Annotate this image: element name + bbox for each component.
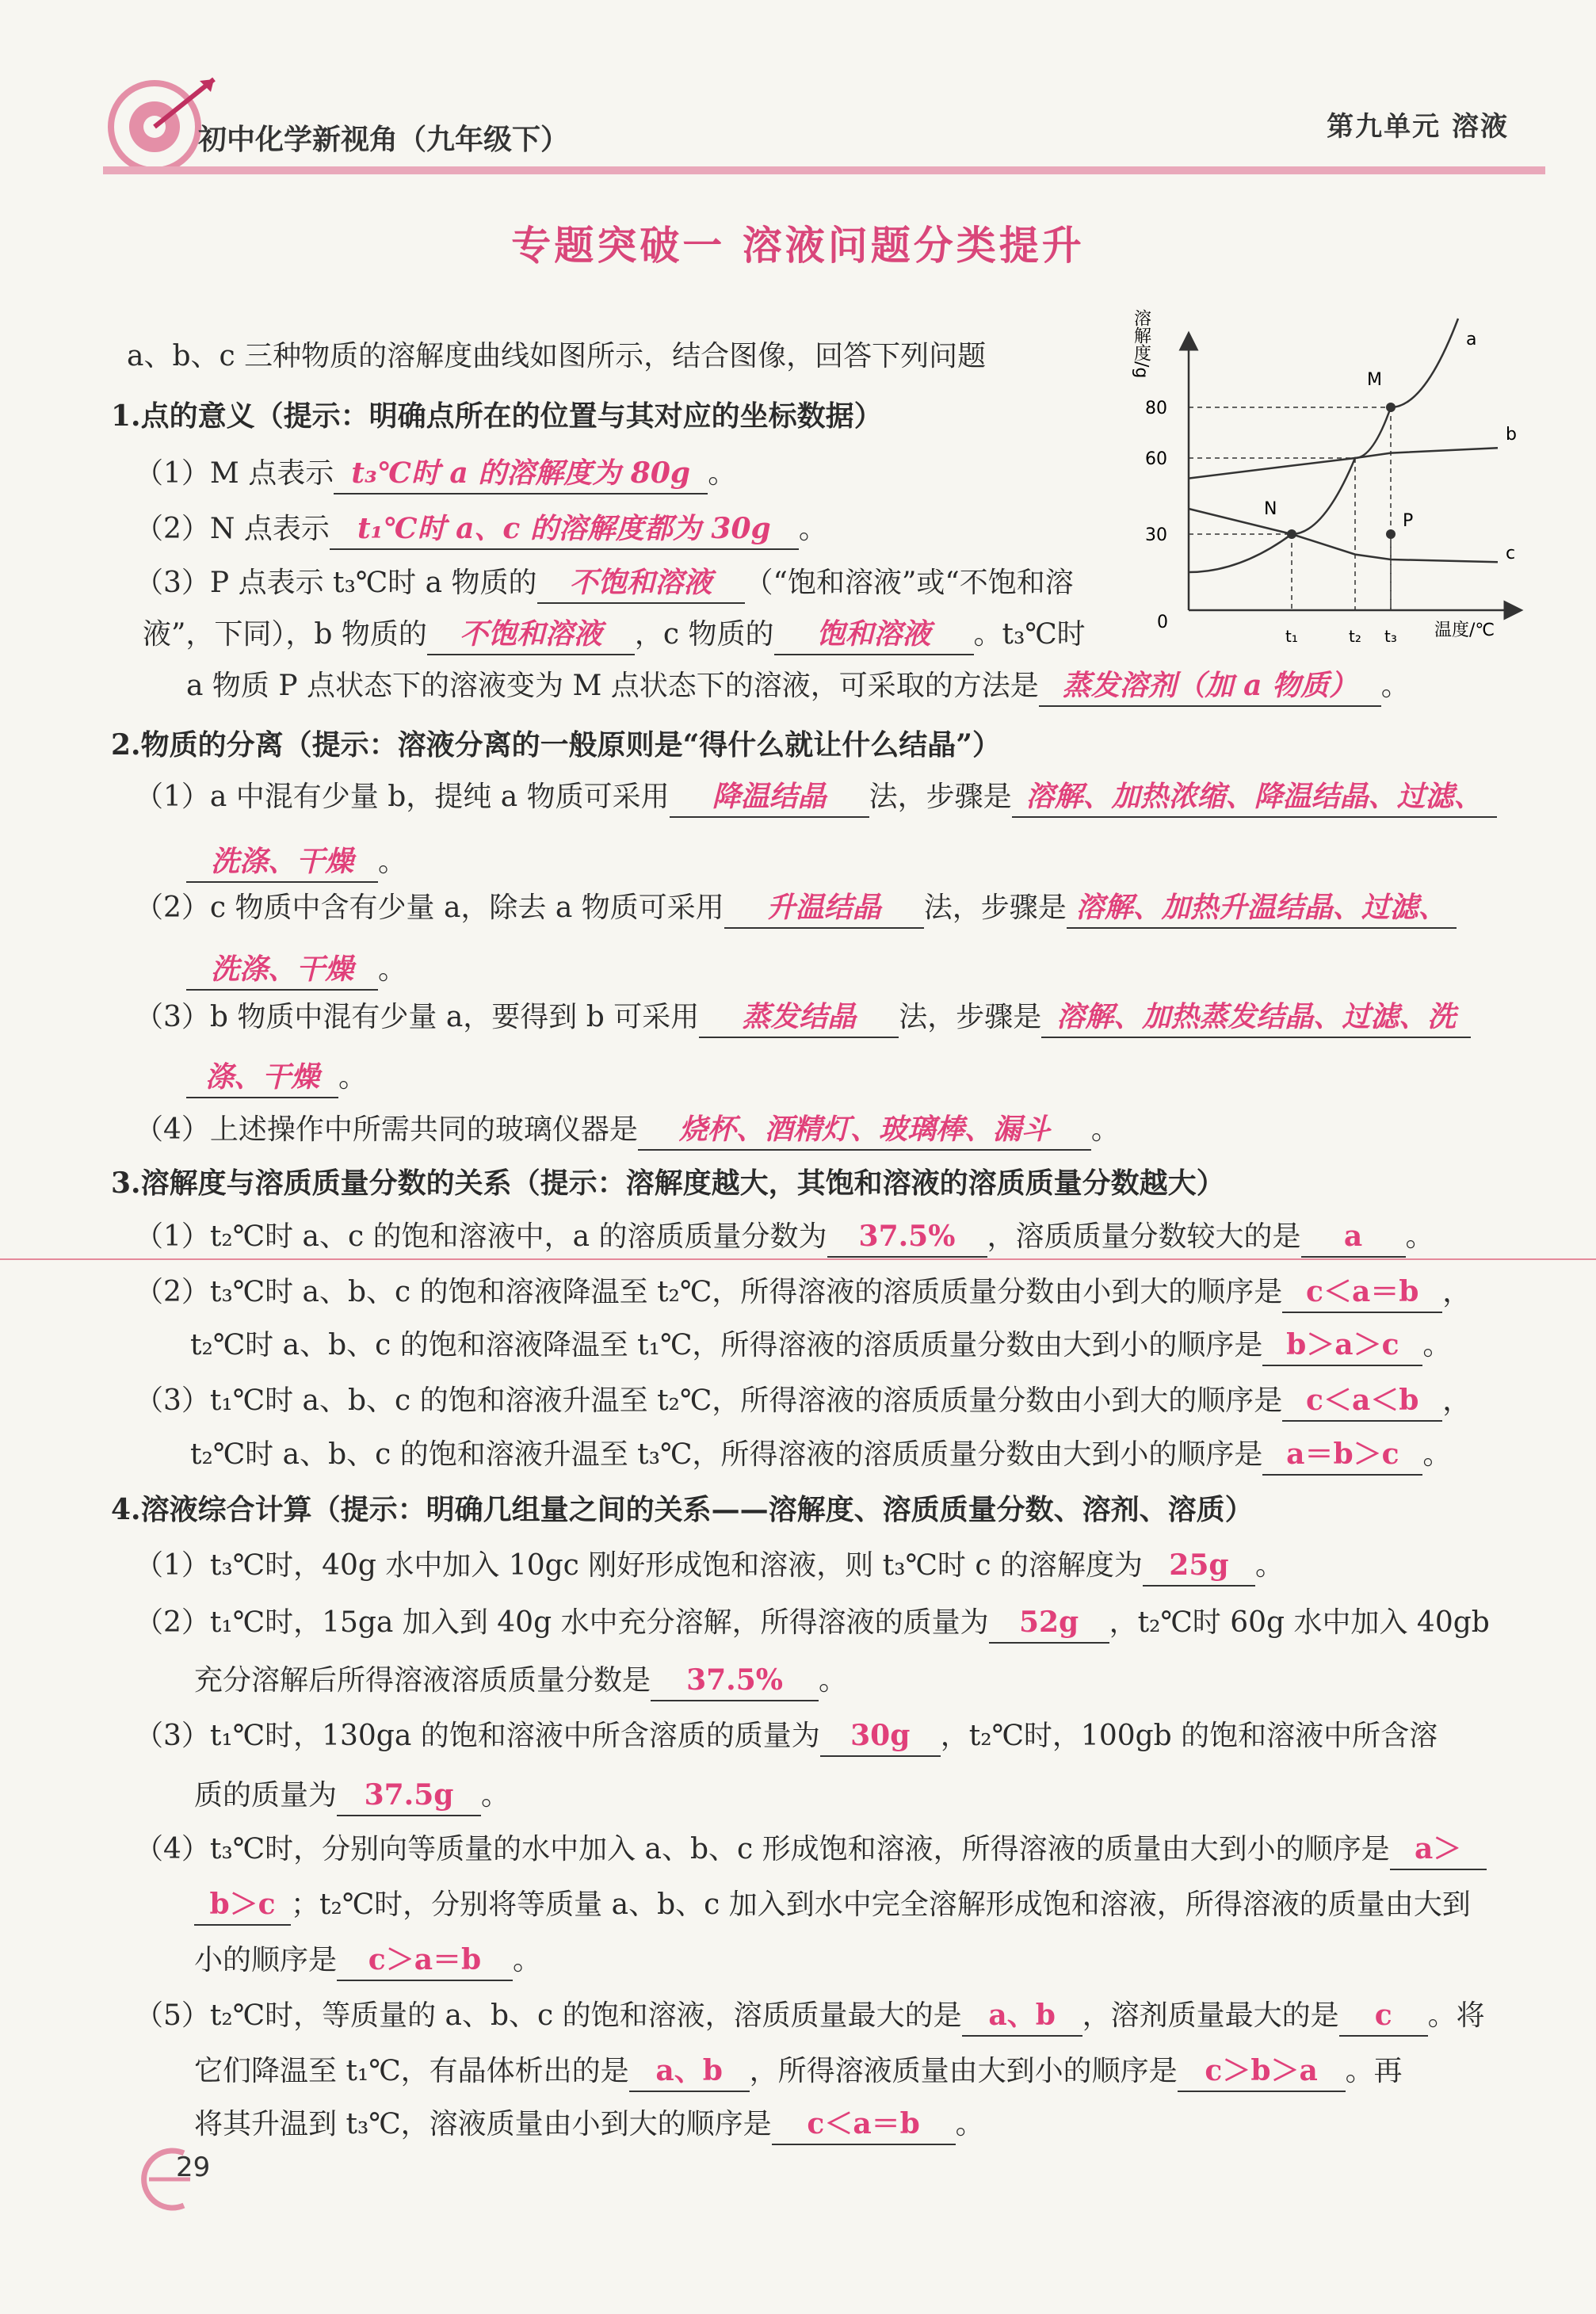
s3-q3b-answer[interactable]: a＝b＞c bbox=[1262, 1434, 1422, 1476]
s4-q2-answer1[interactable]: 52g bbox=[989, 1602, 1109, 1644]
s2-q2-line2: 洗涤、干燥 。 bbox=[186, 949, 407, 991]
s4-q3-answer1[interactable]: 30g bbox=[820, 1716, 941, 1757]
page-number: 29 bbox=[176, 2152, 211, 2183]
s4-q5-answer2[interactable]: c bbox=[1339, 1995, 1428, 2037]
curve-b bbox=[1189, 448, 1498, 478]
s2-q1-answer2-cont[interactable]: 洗涤、干燥 bbox=[186, 842, 378, 883]
s2-q4-answer[interactable]: 烧杯、酒精灯、玻璃棒、漏斗 bbox=[638, 1109, 1091, 1151]
s2-q3-answer1[interactable]: 蒸发结晶 bbox=[699, 997, 899, 1038]
s3-q3a-answer[interactable]: c＜a＜b bbox=[1282, 1380, 1442, 1422]
curve-a bbox=[1189, 319, 1458, 572]
x-axis-label: 温度/℃ bbox=[1434, 621, 1495, 640]
s4-q4-line3: 小的顺序是 c＞a＝b 。 bbox=[194, 1940, 541, 1981]
point-p-label: P bbox=[1403, 511, 1414, 531]
s4-q4-answer2[interactable]: c＞a＝b bbox=[337, 1940, 513, 1981]
s3-q1-answer2[interactable]: a bbox=[1301, 1216, 1406, 1258]
s1-q1: （1）M 点表示 t₃℃时 a 的溶解度为 80g 。 bbox=[135, 453, 736, 494]
s4-q5-answer4[interactable]: c＞b＞a bbox=[1178, 2051, 1346, 2092]
s4-q5-answer3[interactable]: a、b bbox=[629, 2051, 750, 2092]
s3-q3a: （3）t₁℃时 a、b、c 的饱和溶液升温至 t₂℃，所得溶液的溶质质量分数由小到大的顺序是 c＜a＜b ， bbox=[135, 1380, 1471, 1422]
s4-q3-line2: 质的质量为 37.5g 。 bbox=[194, 1775, 510, 1816]
s4-q2-line1: （2）t₁℃时，15ga 加入到 40g 水中充分溶解，所得溶液的质量为 52g ，t₂℃时 60g 水中加入 40gb bbox=[135, 1602, 1490, 1644]
s4-q4-answer1[interactable]: a＞ bbox=[1390, 1829, 1487, 1870]
y-tick-label: 30 bbox=[1145, 525, 1167, 545]
s2-q1-line2: 洗涤、干燥 。 bbox=[186, 842, 407, 883]
s4-q5-answer5[interactable]: c＜a＝b bbox=[772, 2104, 956, 2145]
s3-q1: （1）t₂℃时 a、c 的饱和溶液中，a 的溶质质量分数为 37.5% ，溶质质量分数较大的是 a 。 bbox=[135, 1216, 1434, 1258]
curve-b-label: b bbox=[1506, 425, 1517, 445]
s3-q3b: t₂℃时 a、b、c 的饱和溶液升温至 t₃℃，所得溶液的溶质质量分数由大到小的顺序是 a＝b＞c 。 bbox=[190, 1434, 1451, 1476]
s4-q2-line2: 充分溶解后所得溶液溶质质量分数是 37.5% 。 bbox=[194, 1660, 847, 1701]
s2-q4: （4）上述操作中所需共同的玻璃仪器是 烧杯、酒精灯、玻璃棒、漏斗 。 bbox=[135, 1109, 1120, 1151]
s4-q1-answer[interactable]: 25g bbox=[1143, 1545, 1255, 1587]
s1-q2: （2）N 点表示 t₁℃时 a、c 的溶解度都为 30g 。 bbox=[135, 509, 827, 550]
s2-q2-line1: （2）c 物质中含有少量 a，除去 a 物质可采用 升温结晶 法，步骤是 溶解、加热升温结晶、过滤、 bbox=[135, 888, 1457, 929]
s3-q1-answer1[interactable]: 37.5% bbox=[827, 1216, 987, 1258]
y-tick-label: 80 bbox=[1145, 399, 1167, 418]
red-divider bbox=[0, 1258, 1596, 1260]
solubility-chart bbox=[1125, 285, 1537, 658]
s2-q3-line1: （3）b 物质中混有少量 a，要得到 b 可采用 蒸发结晶 法，步骤是 溶解、加热蒸发结晶、过滤、洗 bbox=[135, 997, 1471, 1038]
y-axis-label: 溶解度/g bbox=[1131, 309, 1151, 379]
s4-heading: 4.溶液综合计算（提示：明确几组量之间的关系——溶解度、溶质质量分数、溶剂、溶质） bbox=[111, 1493, 1254, 1526]
s3-q2a-answer[interactable]: c＜a＝b bbox=[1282, 1272, 1442, 1313]
s2-q1-answer1[interactable]: 降温结晶 bbox=[670, 777, 869, 818]
s2-q2-answer1[interactable]: 升温结晶 bbox=[724, 888, 924, 929]
s1-q1-answer[interactable]: t₃℃时 a 的溶解度为 80g bbox=[334, 453, 708, 494]
chapter-label: 第九单元 溶液 bbox=[1327, 111, 1509, 143]
s3-q2b-answer[interactable]: b＞a＞c bbox=[1262, 1325, 1422, 1366]
x-tick-label: t₃ bbox=[1384, 627, 1397, 646]
s4-q4-line1: （4）t₃℃时，分别向等质量的水中加入 a、b、c 形成饱和溶液，所得溶液的质量由大到小的顺序是 a＞ bbox=[135, 1829, 1487, 1870]
curve-c bbox=[1189, 509, 1498, 562]
s4-q5-line1: （5）t₂℃时，等质量的 a、b、c 的饱和溶液，溶质质量最大的是 a、b ，溶剂质量最大的是 c 。将 bbox=[135, 1995, 1485, 2037]
s2-q2-answer2-cont[interactable]: 洗涤、干燥 bbox=[186, 949, 378, 991]
s2-heading: 2.物质的分离（提示：溶液分离的一般原则是“得什么就让什么结晶”） bbox=[111, 728, 1001, 762]
s1-heading: 1.点的意义（提示：明确点所在的位置与其对应的坐标数据） bbox=[111, 399, 883, 433]
s2-q3-answer2[interactable]: 溶解、加热蒸发结晶、过滤、洗 bbox=[1041, 997, 1471, 1038]
s4-q1: （1）t₃℃时，40g 水中加入 10gc 刚好形成饱和溶液，则 t₃℃时 c 的溶解度为 25g 。 bbox=[135, 1545, 1284, 1587]
s3-q2b: t₂℃时 a、b、c 的饱和溶液降温至 t₁℃，所得溶液的溶质质量分数由大到小的顺序是 b＞a＞c 。 bbox=[190, 1325, 1451, 1366]
s2-q3-answer2-cont[interactable]: 涤、干燥 bbox=[186, 1057, 338, 1098]
s2-q1-answer2[interactable]: 溶解、加热浓缩、降温结晶、过滤、 bbox=[1012, 777, 1497, 818]
point-m bbox=[1386, 403, 1396, 412]
curve-a-label: a bbox=[1466, 330, 1477, 349]
s4-q3-line1: （3）t₁℃时，130ga 的饱和溶液中所含溶质的质量为 30g ，t₂℃时，100gb 的饱和溶液中所含溶 bbox=[135, 1716, 1438, 1757]
s4-q4-answer1-cont[interactable]: b＞c bbox=[194, 1884, 291, 1926]
s4-q4-line2: b＞c ；t₂℃时，分别将等质量 a、b、c 加入到水中完全溶解形成饱和溶液，所得溶液的质量由大到 bbox=[194, 1884, 1471, 1926]
curve-c-label: c bbox=[1506, 544, 1516, 563]
point-n bbox=[1287, 529, 1296, 539]
book-title: 初中化学新视角（九年级下） bbox=[198, 124, 570, 156]
point-p bbox=[1386, 529, 1396, 539]
s4-q5-line3: 将其升温到 t₃℃，溶液质量由小到大的顺序是 c＜a＝b 。 bbox=[194, 2104, 984, 2145]
s1-q3-line3: a 物质 P 点状态下的溶液变为 M 点状态下的溶液，可采取的方法是 蒸发溶剂（加 a 物质） 。 bbox=[186, 666, 1410, 707]
s4-q3-answer2[interactable]: 37.5g bbox=[337, 1775, 481, 1816]
s2-q1-line1: （1）a 中混有少量 b，提纯 a 物质可采用 降温结晶 法，步骤是 溶解、加热浓缩、降温结晶、过滤、 bbox=[135, 777, 1497, 818]
s2-q2-answer2[interactable]: 溶解、加热升温结晶、过滤、 bbox=[1067, 888, 1457, 929]
s4-q2-answer2[interactable]: 37.5% bbox=[651, 1660, 819, 1701]
x-tick-label: t₁ bbox=[1285, 627, 1298, 646]
s2-q3-line2: 涤、干燥 。 bbox=[186, 1057, 367, 1098]
s1-q2-answer[interactable]: t₁℃时 a、c 的溶解度都为 30g bbox=[330, 509, 799, 550]
s3-heading: 3.溶解度与溶质质量分数的关系（提示：溶解度越大，其饱和溶液的溶质质量分数越大） bbox=[111, 1167, 1225, 1200]
s1-q3-answer2[interactable]: 不饱和溶液 bbox=[427, 614, 635, 655]
intro-text: a、b、c 三种物质的溶解度曲线如图所示，结合图像，回答下列问题 bbox=[127, 340, 987, 372]
s4-q5-line2: 它们降温至 t₁℃，有晶体析出的是 a、b ，所得溶液质量由大到小的顺序是 c＞b＞a 。再 bbox=[194, 2051, 1403, 2092]
y-tick-label: 60 bbox=[1145, 449, 1167, 469]
point-n-label: N bbox=[1264, 499, 1277, 519]
s4-q5-answer1[interactable]: a、b bbox=[962, 1995, 1082, 2037]
point-m-label: M bbox=[1367, 370, 1382, 390]
x-tick-label: t₂ bbox=[1349, 627, 1361, 646]
s1-q3-answer3[interactable]: 饱和溶液 bbox=[774, 614, 974, 655]
s1-q3-line1: （3）P 点表示 t₃℃时 a 物质的 不饱和溶液 （“饱和溶液”或“不饱和溶 bbox=[135, 563, 1074, 604]
page-title: 专题突破一 溶液问题分类提升 bbox=[511, 223, 1085, 269]
s1-q3-answer4[interactable]: 蒸发溶剂（加 a 物质） bbox=[1039, 666, 1381, 707]
s1-q3-answer1[interactable]: 不饱和溶液 bbox=[537, 563, 745, 604]
origin-label: 0 bbox=[1157, 613, 1168, 632]
s1-q3-line2: 液”，下同），b 物质的 不饱和溶液 ，c 物质的 饱和溶液 。t₃℃时 bbox=[143, 614, 1086, 655]
header-band bbox=[103, 166, 1545, 174]
s3-q2a: （2）t₃℃时 a、b、c 的饱和溶液降温至 t₂℃，所得溶液的溶质质量分数由小到大的顺序是 c＜a＝b ， bbox=[135, 1272, 1471, 1313]
